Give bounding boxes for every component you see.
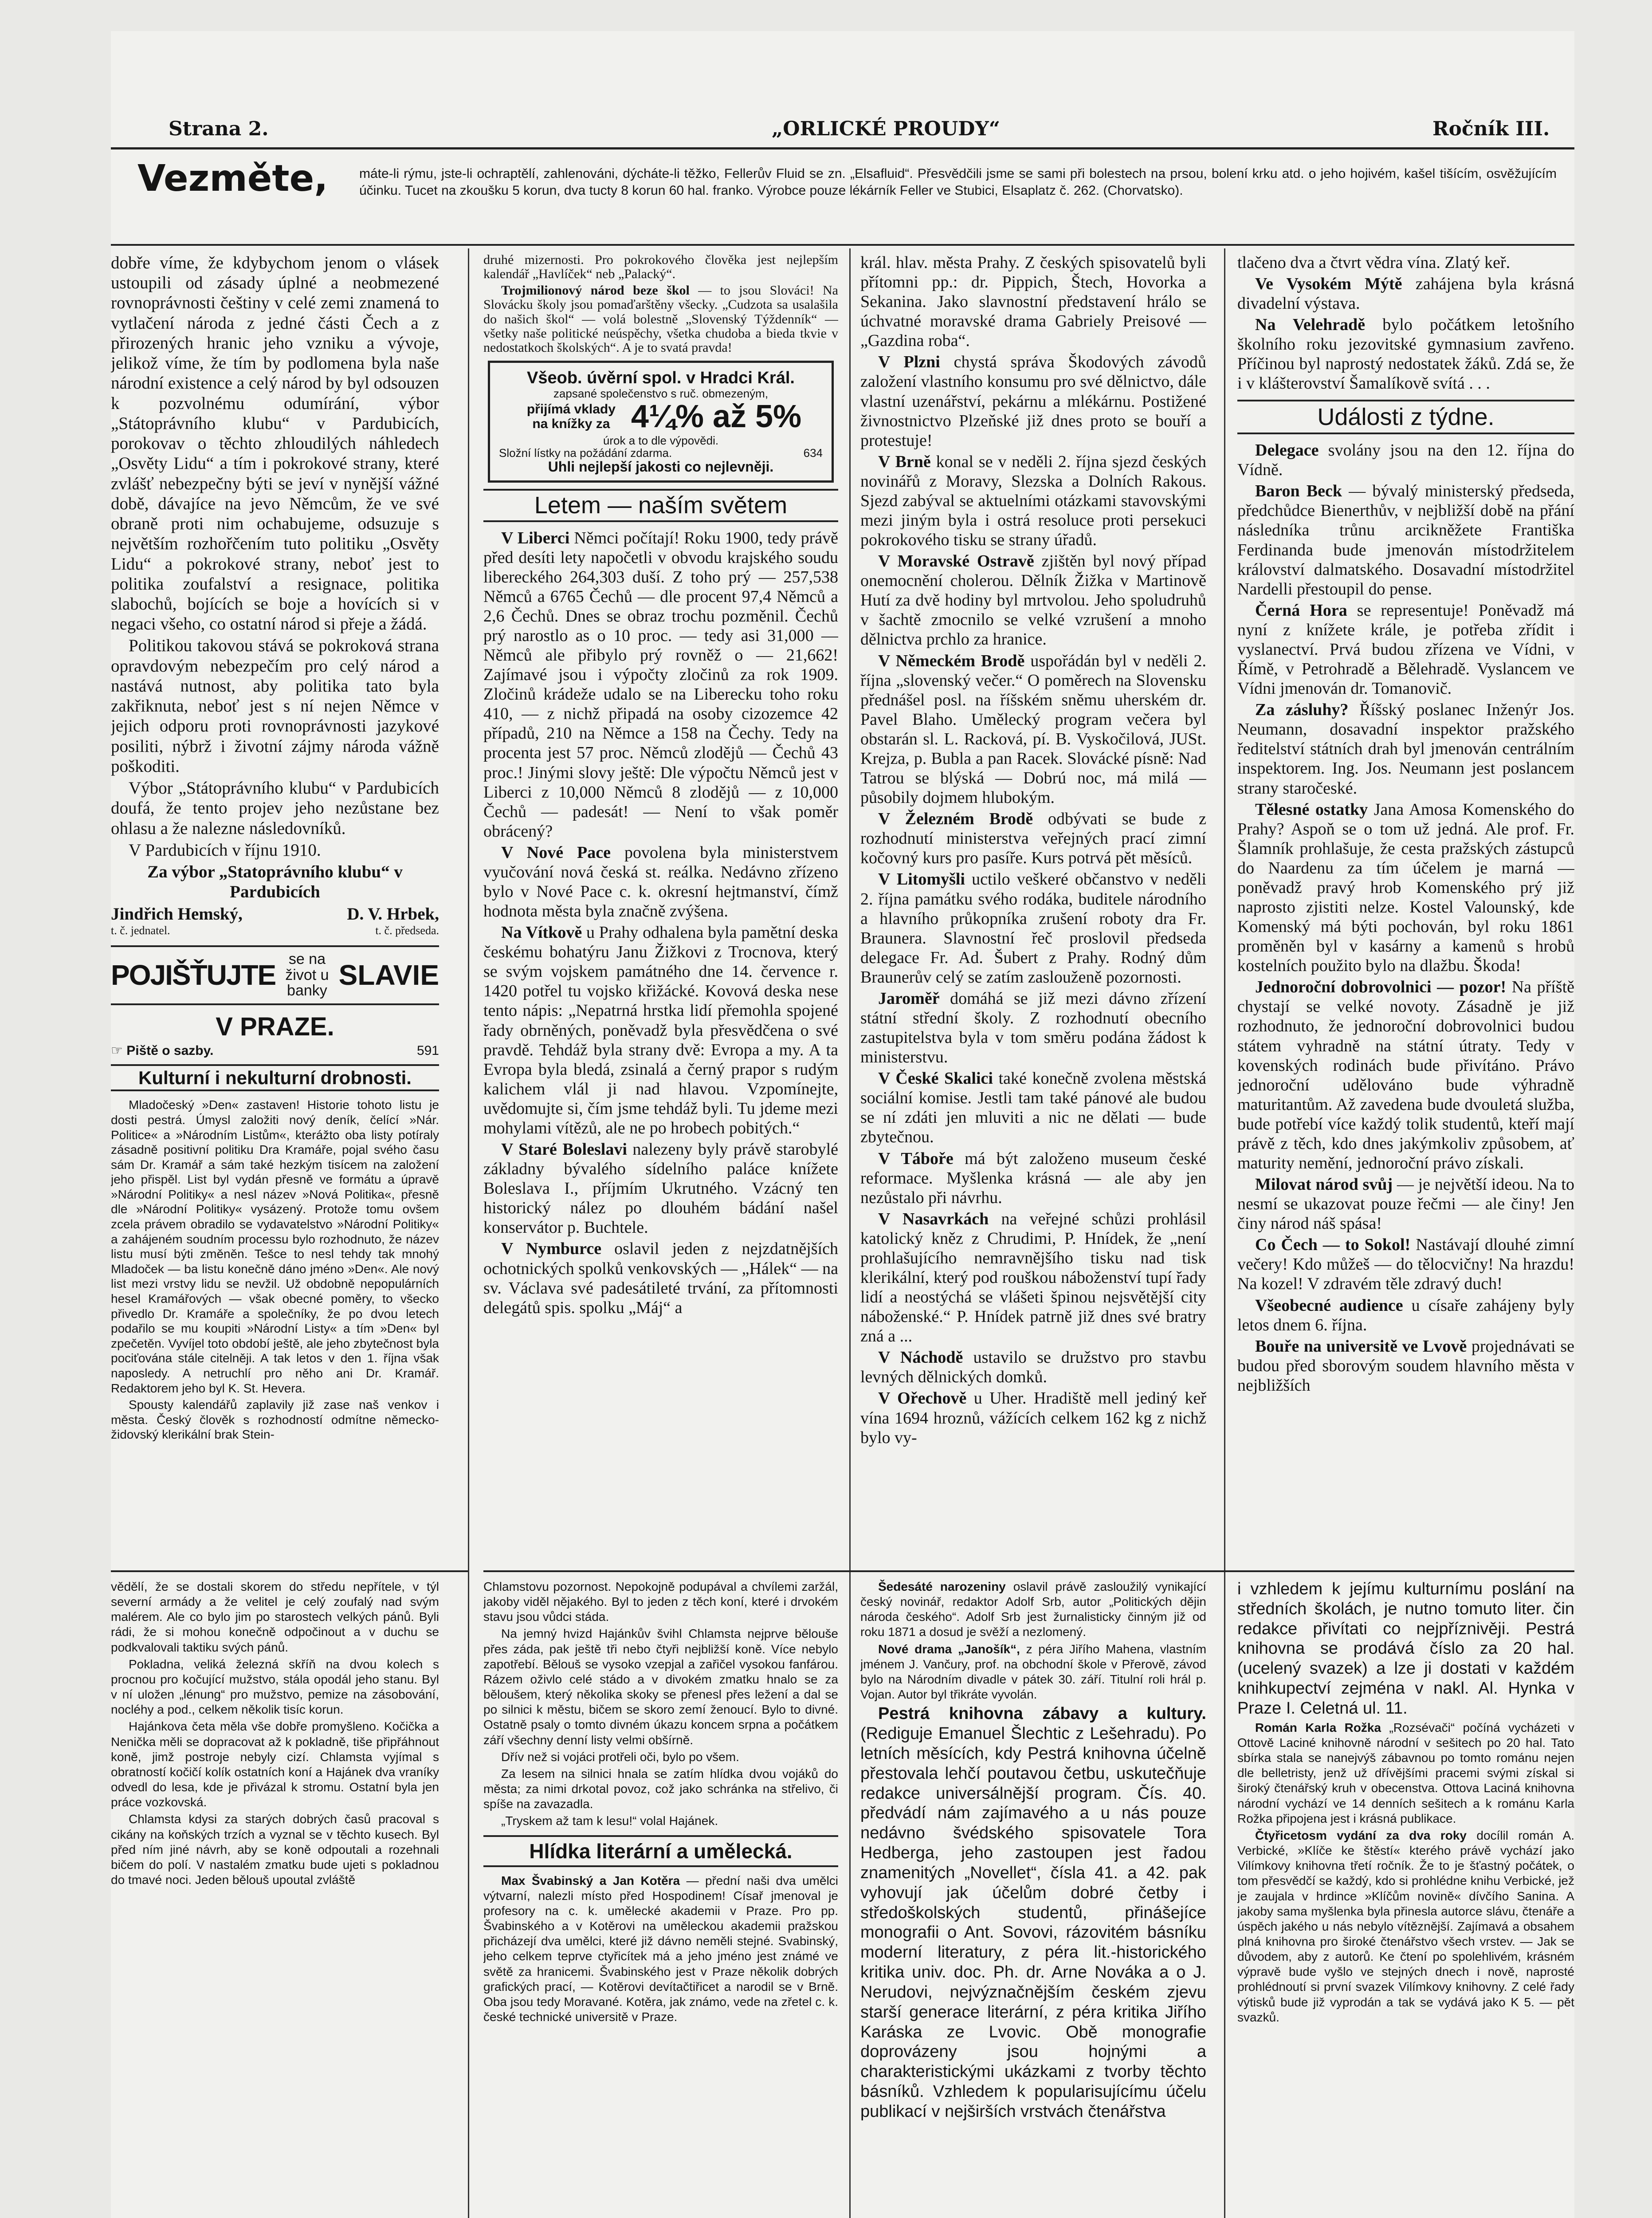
ad-word: SLAVIE [338,959,439,991]
ad-text: se na život u banky [285,950,329,999]
article-text: oslavil právě zasloužilý vynikající český novinář, redaktor Adolf Srb, autor „Politických dějin národa českého“. Adolf Srb jest žurnalisticky činným již od roku 1871 a dosud je svěží a nezlomený. [860,1580,1206,1639]
article-text: nalezeny byly právě starobylé základny bývalého sídelního paláce knížete Boleslava I., příjmím Ukrutného. Vzácný ten historický nález po dlouhém bádání našel konservátor p. Buchtele. [483,1140,838,1237]
article-heading: V Plzni [878,353,940,372]
article-text: zahájena byla krásná divadelní výstava. [1237,275,1574,313]
article-text: Na příště chystají se velké novoty. Zásadně je již rozhodnuto, že jednoroční dobrovolnici budou státem vyhradně na státní útraty. Tedy v kovenských rodinách bude přivítáno. Právo jednoroční udělováno bude výhradně maturitantům. Až zavedena bude dvouletá služba, bude potřebí více každý tolik studentů, kteří mají právě z těch, kdo dnes jakýmkoliv způsobem, ať maturity nemění, jednoroční právo získali. [1237,978,1574,1172]
article-text: Spousty kalendářů zaplavily již zase naš venkov i města. Český člověk s rozhodností odmítne německo-židovský klerikální brak Stein- [111,1398,439,1442]
article-heading: V Liberci [501,528,570,547]
article-heading: V Německém Brodě [878,651,1025,670]
article-heading: V Nasavrkách [878,1209,989,1228]
article-heading: V České Skalici [878,1069,993,1088]
article-heading: V Staré Boleslavi [501,1140,627,1159]
column-rule [468,248,469,2218]
column-1-top [111,253,439,1584]
section-heading: Kulturní i nekulturní drobnosti. [111,1064,439,1091]
ad-word: POJIŠŤUJTE [111,959,276,991]
bank-text: Složní lístky na požádání zdarma. [499,446,672,460]
volume-label: Ročník III. [1432,118,1550,140]
article-heading: V Náchodě [878,1348,963,1367]
article-heading: Delegace [1255,441,1319,460]
bank-text: úrok a to dle výpovědi. [603,433,719,447]
article-text: Na jemný hvizd Hajánkův švihl Chlamsta nejprve běloušе přes záda, pak ještě tři nebo čtyři nejbližší koně. Více nebylo zapotřebí. Bělouš se vysoko vzepjal a zařičel vysokou fanfárou. Rázem oživlo celé stádo a v divokém zmatku hnalo se za běloušem, který několika skoky se přenesl přes ležení a dal se po silnici k městu, bičem se skoro zemí ženoucí. Bylo to divné. Ostatně psaly o tomto divném úkazu koncem srpna a počátkem září všechny denní listy velmi obšírně. [483,1627,838,1747]
article-text: také konečně zvolena městská sociální komise. Jestli tam také pánové ale budou se ní zdáti jen mluviti a nic ne dělati — bude zbytečnou. [860,1069,1206,1147]
signature-roles [111,924,439,937]
article-text: se representuje! Poněvadž má nyní z knížete krále, je potřeba zřídit i vyslanectví. Prvá budou zřízena ve Vídni, v Římě, v Petrohradě a Bělehradě. Vyslancem ve Vídni jmenován dr. Tomanovič. [1237,601,1574,698]
signature-left: Jindřich Hemský, [111,904,243,924]
column-rule [849,248,851,2218]
article-heading: Jednoroční dobrovolnici — pozor! [1255,978,1507,997]
article-text: odbývati se bude z rozhodnutí ministerstva veřejných prací zimní kočovný kurs pro pasíře. Kurs potrvá pět měsíců. [860,810,1206,868]
article-text: „Rozsévači“ počíná vycházeti v Ottově Laciné knihovně národní v sešitech po 20 hal. Tato sbírka stala se nanejvýš zábavnou po tomto románu nejen dle belletristy, jenž už dřívějšími pracemi svými získal si široký čtenářský kruh v obecenstva. Ottova Laciná knihovna národní vychází ve 14 denních sešitech a k románu Karla Rožka připojena jest i krásná publikace. [1237,1720,1574,1825]
article-text: král. hlav. města Prahy. Z českých spisovatelů byli přítomni pp.: dr. Pippich, Štech, Hovorka a Sekanina. Jako slavnostní představení hrálo se úchvatné moravské drama Gabriely Preisové — „Gazdina roba“. [860,253,1206,350]
bank-advertisement [488,361,834,483]
signature-line: Za výbor „Statoprávního klubu“ v Pardubicích [147,862,403,902]
top-advertisement [137,157,1557,246]
interest-rate: 4¼% až 5% [631,398,802,434]
article-heading: V Nymburce [501,1239,602,1258]
article-heading: Nové drama „Janošík“, [878,1642,1020,1656]
article-text: u Uher. Hradiště mell jediný keř vína 1694 hroznů, vážících celkem 162 kg z nichž bylo vy- [860,1389,1206,1447]
signatures [111,904,439,924]
article-text: u císaře zahájeny byly letos dnem 6. října. [1237,1296,1574,1334]
article-text: chystá správa Škodových závodů založení vlastního konsumu pro své dělnictvo, dále vlastní uzenářství, pekárnu a mlékárnu. Postižené živnostnictvo Plzeňské již dnes proto se bouří a protestuje! [860,353,1206,450]
article-heading: Černá Hora [1255,601,1347,620]
article-text: z péra Jiřího Mahena, vlastním jménem J. Vančury, prof. na obchodní škole v Přerově, závod bylo na Národním divadle v pátek 30. září. Titulní roli hrál p. Vojan. Autor byl třikráte vyvolán. [860,1642,1206,1702]
article-text: „Tryskem až tam k lesu!“ volal Hajánek. [501,1814,718,1828]
ad-rule [111,244,1574,246]
article-heading: Pestrá knihovna zábavy a kultury. [878,1704,1206,1723]
article-text: — přední naši dva umělci výtvarní, nalezli místo před Hospodinem! Císař jmenoval je profesory na c. k. umělecké akademii v Praze. Pro pp. Švabinského a v Kotěrovi na uměleckou akademii pražskou přicházejí dva umělci, které již dávno neměli stejné. Svabinský, jeho celkem teprve ctyřicítek má a jeho jméno jest známé ve světě za hranicemi. Švabinského jest v Praze několik dobrých grafických prací, — Kotěrovi devítačtiřicet a narodil se v Brně. Oba jsou tedy Moravané. Kotěra, jak známo, vede na zřetel c. k. české technické universitě v Praze. [483,1873,838,2024]
article-heading: Na Velehradě [1255,315,1366,334]
section-rule [111,1570,468,1572]
article-heading: Román Karla Rožka [1255,1720,1381,1734]
article-text: svolány jsou na den 12. října do Vídně. [1237,441,1574,480]
section-rule [483,1570,1574,1572]
article-heading: Milovat národ svůj [1255,1175,1393,1194]
column-4-top [1237,253,1574,1473]
article-heading: Trojmilionový národ beze škol [501,283,690,298]
article-text: domáhá se již mezi dávno zřízení státní střední školy. Z rozhodnutí obecního zastupitelstva byla v tom směru podána žádost k ministerstvu. [860,989,1206,1067]
column-4-bottom [1237,1579,1574,2218]
article-text: docílil román A. Verbické, »Klíče ke štěstí« kterého právě vychází jako Vilímkovy knihovna třetí ročník. Že to je šťastný počátek, o tom přesvědčí se každý, kdo si prohlédne knihu Verbické, jež je zaujala v hrdince »Klíčům novině« dívčího Sanina. A jakoby sama myšlenka byla přinesla autorce slávu, čtenáře a úspěch jakého u nás nebylo vítěznější. Zajímavá a obsahem plná knihovna pro široké čtenářstvo všech vrstev. — Jak se důvodem, aby z autorů. Ke čtení po spolehlivém, krásném výpravě bude vyšlo ve stejných dnech i nově, naprosté prohlédnoutí si první svazek Vilímkovy knihovny. Z celé řady výtisků bude již vyprodán a tak se vydává jako K 5. — pět svazků. [1237,1828,1574,2024]
article-text: — je největší ideou. Na to nesmí se ukazovat pouze řečmi — ale činy! Jen činy národ náš spása! [1237,1175,1574,1233]
article-heading: Co Čech — to Sokol! [1255,1235,1411,1255]
article-text: Chlamstovu pozornost. Nepokojně podupával a chvílemi zaržál, jakoby viděl nějakého. Byl to jeden z těch koní, které i drvokém stavu jsou vůdci stáda. [483,1580,838,1624]
ad-number: 591 [416,1043,439,1058]
article-text: oslavil jeden z nejzdatnějších ochotnických spolků venkovských — „Hálek“ — na sv. Václava své padesátileté trvání, za přítomnosti delegátů spis. spolku „Máj“ a [483,1239,838,1317]
bank-text: přijímá vklady na knížky za [526,402,616,431]
article-text: Politikou takovou stává se pokroková strana opravdovým nebezpečím pro celý národ a nastává nutnost, aby politika tato byla zakřiknuta, neboť jest s ní nejen Němce v jejich odporu proti rovnoprávnosti jazykové posiliti, nýbrž i životní zájmy národa vážně poškoditi. [111,636,439,776]
article-text: uspořádán byl v neděli 2. října „slovenský večer.“ O poměrech na Slovensku přednášel posl. na říšském sněmu uherském dr. Pavel Blaho. Umělecký program večera byl obstarán sl. L. Racková, pí. B. Vyskočilová, JUSt. Krejza, p. Bubla a pan Racek. Slovácké písně: Nad Tatrou se blýská — Dobrú noc, má milá — působily dojmem hlubokým. [860,651,1206,807]
article-text: na veřejné schůzi prohlásil katolický kněz z Chrudimi, P. Hnídek, že „není prohlašujícího nemravnějšího tisku nad tisk klerikální, který pod rouškou náboženství tupí řady lidí a neostýchá se vlášeti špinou nejsvětější city náboženské.“ P. Hnídek patrně již dnes své bratry zná a ... [860,1209,1206,1346]
ad-number: 634 [803,446,823,460]
article-text: uctilo veškeré občanstvo v neděli 2. října památku svého rodáka, buditele národního a hlavního průkopníka zrušení roboty dra Fr. Braunera. Slavnostní řeč proslovil předseda delegace Fr. Ad. Šubert z Prahy. Rodný dům Braunerův celý se zatím zaslouženě pozornosti. [860,870,1206,987]
role-left: t. č. jednatel. [111,924,170,937]
article-text: Výbor „Státoprávního klubu“ v Pardubicích doufá, že tento projev jeho nezůstane bez ohlasu a že nalezne následovníků. [111,779,439,838]
article-text: dobře víme, že kdybychom jenom o vlásek ustoupili od zásady úplné a neobmezené rovnoprávnosti češtiny v celé zemi znamená to vytlačení národa z jedné části Čech a z přirozených hranic jeho vzniku a vývoje, jelikož víme, že tím by podlomena byla naše národní existence a celý národ by byl odsouzen k pozvolnému odumírání, výbor „Státoprávního klubu“ v Pardubicích, porokovav o těchto zhloudilých náhledech „Osvěty Lidu“ a tím i pokrokové strany, které zvlášť nebezpečny býti se jeví v nynější vážné době, dávajíce na jevo Němcům, že ve své obraně proti nim ochabujeme, odsuzuje s největším rozhořčením tuto politiku „Osvěty Lidu“ a pokrokové strany, neboť jest to politika zoufalství a resignace, politika slabochů, bojících se boje a hovících si v negaci všeho, co ostatní národ si přeje a žádá. [111,253,439,634]
article-heading: V Železném Brodě [878,810,1033,829]
article-heading: V Nové Pace [501,843,611,862]
article-heading: V Moravské Ostravě [878,552,1034,571]
article-text: zjištěn byl nový případ onemocnění cholerou. Dělník Žižka v Martinově Hutí za dvě hodiny byl mrtvolou. Jeho spoludruhů v šachtě zmocnilo se velké vzrušení a mnoho dělnictva prchlo za hranice. [860,552,1206,649]
column-rule [1224,248,1225,2218]
bank-subtitle: zapsané společenstvo s ruč. obmezeným, [553,386,769,400]
ad-footer [111,1044,439,1058]
article-text: Za lesem na silnici hnala se zatím hlídka dvou vojáků do města; za nimi drkotal povoz, což jako schránka na střelivo, či spíše na zavazadla. [483,1766,838,1811]
article-heading: Max Švabinský a Jan Kotěra [501,1873,680,1888]
signature-right: D. V. Hrbek, [347,904,439,924]
article-heading: Bouře na universitě ve Lvově [1255,1337,1467,1356]
section-heading: Hlídka literární a umělecká. [483,1835,838,1867]
section-heading: Události z týdne. [1237,400,1574,435]
article-heading: Jaroměř [878,989,940,1008]
article-heading: Baron Beck [1255,482,1342,501]
role-right: t. č. předseda. [375,924,439,937]
ad-note: Piště o sazby. [126,1043,214,1058]
article-text: i vzhledem k jejímu kulturnímu poslání na středních školách, je nutno tomuto liter. čin redakce přivítati co nejpříznivěji. Pestrá knihovna se prodává číslo za 20 hal. (ucelený svazek) a lze ji dostati v každém knihkupectví zejména v nakl. Al. Hynka v Praze I. Celetná ul. 11. [1237,1580,1574,1718]
article-heading: V Brně [878,452,931,471]
article-heading: Ve Vysokém Mýtě [1255,275,1402,294]
page-number: Strana 2. [169,118,269,140]
article-text: Mladočeský »Den« zastaven! Historie tohoto listu je dosti pestrá. Úmysl založiti nový deník, čelící »Nár. Politice« a »Národním Listům«, kterážto oba listy potíraly zásadně positivní politiku Dra Kramáře, pojal svého času sám Dr. Kramář a sám také hezkým tisícem na založení jeho přispěl. List byl vydán přesně ve formátu a úpravě »Národní Politiky« a nesl název »Nová Politika«, přesně dle »Národní Politiky« vysázený. Protože tomu ovšem zcela právem obradilo se vydavatelstvo »Národní Politiky« a zahájeném soudním processu bylo rozhodnuto, že název listu musí býti změněn. Tešce to nesl tehdy tak mnohý Mladoček — ba listu konečně dáno jméno »Den«. Ale nový list mezi vrstvy lidu se nevžil. Už obdobně nepopulárních hesel Kramářových — však obecné poměry, to všecko přivedlo Dr. Kramáře a společníky, že po dvou letech podařilo se mu koupiti »Národní Listy« a tím »Den« byl zpečetěn. Vyvíjel toto období ještě, ale jeho zbytečnost byla pociťována stále citelněji. A tak letos v den 1. října však naposledy. A netruchlí pro něho ani Dr. Kramář. Redaktorem jeho byl K. St. Hevera. [111,1098,439,1395]
article-text: — bývalý ministerský předseda, předchůdce Bienerthův, v nejbližší době na přání následníka trůnu arcikněžete Františka Ferdinanda bude jmenován místodržitelem království dalmatského. Dosavadní místodržitel Nardelli přestoupil do pense. [1237,482,1574,598]
article-heading: Šedesáté narozeniny [878,1580,1006,1593]
header-rule [111,147,1574,149]
article-text: konal se v neděli 2. října sjezd českých novinářů z Moravy, Slezska a Dolních Rakous. Sjezd zabýval se aktuelními otázkami stavovskými mezi jiným byla i ostrá resoluce proti persekuci pokrokového tisku se strany úřadů. [860,452,1206,550]
column-2-top [483,253,838,1473]
article-heading: Za zásluhy? [1255,700,1349,720]
ad-text: máte-li rýmu, jste-li ochraptělí, zahlenováni, dýcháte-li těžko, Fellerův Fluid se zn. „Elsafluid“. Přesvědčili jsme se sami při bolestech na prsou, bolení krku atd. o jeho hojivém, kašel tišícím, osvěžujícím účinku. Tucet na zkoušku 5 korun, dva tucty 8 korun 60 hal. franko. Výrobce pouze lékárník Feller ve Stubici, Elsaplatz č. 262. (Chorvatsko). [359,166,1557,198]
article-text: Němci počítají! Roku 1900, tedy právě před desíti lety napočetli v obvodu krajského soudu libereckého 264,303 duší. Z toho prý — 257,538 Němců a 6765 Čechů — dle procent 97,4 Němců a 2,6 Čechů. Dnes se obraz trochu pozměnil. Čechů prý narostlo as o 10 proc. — tedy asi 31,000 — Němců ale přibylo prý rovněž o — 21,662! Zajímavé jsou i výpočty zločinů za rok 1909. Zločinů krádeže udalo se na Liberecku toho roku 410, — z nichž připadá na osoby cizozemce 42 případů, 210 na Němce a 158 na Čechy. Tedy na procenta jest 57 proc. Němců zlodějů — Čechů 43 proc.! Jinými slovy ještě: Dle výpočtu Němců jest v Liberci z 10,000 Němců 8 zlodějů — z 10,000 Čechů — padesát! — Není to však poměr obrácený? [483,528,838,841]
article-text: má být založeno museum české reformace. Myšlenka krásná — ale aby jen nezůstalo při návrhu. [860,1149,1206,1207]
section-heading: Letem — naším světem [483,489,838,522]
article-heading: V Ořechově [878,1389,967,1408]
column-1-bottom: vědělí, že se dostali skorem do středu nepřítele, v týl severní armády a že velitel je celý zoufalý nad svým malérem. Ale co bylo jim po starostech velkých pánů. Byli rádi, že si mohou konečně odpočinout a v duchu se podkvalovali taktiku svých pánů. Pokladna, veliká železná skříň na dvou kolech s procnou pro kočující mužstvo, stála opodál jeho stanu. Byl v ní uložen „lénung“ pro mužstvo, pemize na zásobování, nocléhy a pod., celkem několik tisíc korun. Hajánkova četa měla vše dobře promyšleno. Kočička a Nenička měli se dopracovat až k pokladně, tiše připřáhnout koně, jimž postroje nebyly cizí. Chlamsta vyjímal s obratností kočičí kolík ostatních koní a Hajánek dva vraníky odvedl do lesa, kde je přivázal k stromu. Ostatní byla jen práce vozkovská. Chlamsta kdysi za starých dobrých časů pracoval s cikány na koňských trzích a vyznal se v těchto kusech. Byl před ním jiné návrh, aby se koně odpoutali a rozehnali bičem do polí. V nastalém zmatku bude ujeti s pokladnou do tmavé noci. Jeden bělouš upoutal zvláště [111,1580,439,1887]
article-text: (Rediguje Emanuel Šlechtic z Lešehradu). Po letních měsících, kdy Pestrá knihovna účelně přestovala lehčí poutavou četbu, uskutečňuje redakce universálnější program. Čís. 40. předvádí nám zajímavého a u nás pouze nedávno švédského spisovatele Tora Hedberga, jeho zastoupen jest řadou znamenitých „Novellet“, čísla 41. a 42. pak vyhovují jak účelům dobré četby i středoškolských studentů, přinášejíce monografii o Ant. Sovovi, rázovitém básníku moderní literatury, z péra lit.-historického kritika univ. doc. Ph. dr. Arne Nováka a o J. Nerudovi, nejvýznačnějším českém zjevu starší generace literární, z péra kritika Jiřího Karáska ze Lvovic. Obě monografie doprovázeny jsou hojnými a charakteristickými ukázkami z tvorby těchto básníků. Vzhledem k popularisujícímu účelu publikací v nejširších vrstvách čtenářstva [860,1724,1206,2121]
article-heading: V Táboře [878,1149,954,1168]
article-text: tlačeno dva a čtvrt vědra vína. Zlatý keř. [1237,253,1511,272]
column-3-bottom [860,1579,1206,2218]
article-text: projednávati se budou před sborovým soudem hlavního města v nejbližších [1237,1337,1574,1395]
article-heading: Čtyřicetosm vydání za dva roky [1255,1828,1467,1842]
newspaper-title: „ORLICKÉ PROUDY“ [772,118,1001,140]
article-text: u Prahy odhalena byla pamětní deska českému bohatýru Janu Žižkovi z Trocnova, který se svým vojskem památného dne 14. července r. 1420 potřel tu vojsko křižácké. Kovová deska nese tento nápis: „Nepatrná hrstka lidí přemohla spojené řady obrněných, poněvadž byla přesvědčena o své pravdě. Tehdáž byla strany dvě: Evropa a my. A ta Evropa byla bledá, zsinalá a černý prapor s rudým kalichem vlál ji nad hlavou. Vzpomínejte, uvědomujte si, čím jsme tehdáž byli. Tu jdeme mezi mohylami vítězů, ale ne po hrobech pobitých.“ [483,923,838,1137]
article-heading: Tělesné ostatky [1255,800,1368,819]
ad-headline: Vezměte, [137,157,328,200]
article-text: Dřív než si vojáci protřeli oči, bylo po všem. [501,1750,739,1764]
column-2-bottom [483,1579,838,2218]
ad-city: V PRAZE. [216,1012,334,1041]
column-3-top [860,253,1206,1473]
slavie-ad [111,945,439,1005]
bank-text: Uhli nejlepší jakosti co nejlevněji. [548,458,774,475]
article-text: druhé mizernosti. Pro pokrokového člověka jest nejlepším kalendář „Havlíček“ neb „Palacký“. [483,253,838,282]
article-text: V Pardubicích v říjnu 1910. [129,840,321,860]
article-heading: Na Vítkově [501,923,582,942]
article-text: povolena byla ministerstvem vyučování nová česká st. reálka. Nedávno zřízeno bylo v Nové Pace c. k. okresní hejtmanství, čímž hodnota města byla značně zvýšena. [483,843,838,921]
article-text: Jana Amosa Komenského do Prahy? Aspoň se o tom už jedná. Ale prof. Fr. Šlamník prohlašuje, že cesta pražských zástupců do Naardenu za tím účelem je marná — poněvadž pravý hrob Komenského prý již naprosto zjistiti nelze. Kostel Valounský, kde Komenský má býti pochován, byl roku 1861 proměněn byl v kasárny a kamenů s hrobů kostelních použito bylo na dlažbu. Škoda! [1237,800,1574,975]
article-heading: Všeobecné audience [1255,1296,1403,1315]
page-header [111,118,1574,144]
bank-name: Všeob. úvěrní spol. v Hradci Král. [527,368,795,387]
article-text: Nastávají dlouhé zimní večery! Kdo můžeš — do tělocvičny! Na hrazdu! Na kozel! V zdravém těle zdravý duch! [1237,1235,1574,1294]
article-heading: V Litomyšli [878,870,965,889]
newspaper-page [111,31,1574,2218]
article-text: ustavilo se družstvo pro stavbu levných dělnických domků. [860,1348,1206,1387]
article-text: Říšský poslanec Inženýr Jos. Neumann, dosavadní inspektor pražského ředitelství státních drah byl jmenován centrálním inspektorem. Ing. Jos. Neumann jest poslancem strany staročeské. [1237,700,1574,798]
article-text: — to jsou Slováci! Na Slovácku školy jsou pomaďarštěny všecky. „Cudzota sa usalašila do našich škol“ — volá bolestně „Slovenský Týždenník“ — všetky naše politické neúspěchy, všetka chudoba a bieda tkvie v nedostatkoch školských“. A je to svatá pravda! [483,283,838,355]
pointing-hand-icon: ☞ [111,1043,127,1058]
article-text: bylo počátkem letošního školního roku jezovitské gymnasium zavřeno. Příčinou byl naprostý nedostatek žáků. Zdá se, že i v klášterovství Šamalíkově svítá . . . [1237,315,1574,393]
